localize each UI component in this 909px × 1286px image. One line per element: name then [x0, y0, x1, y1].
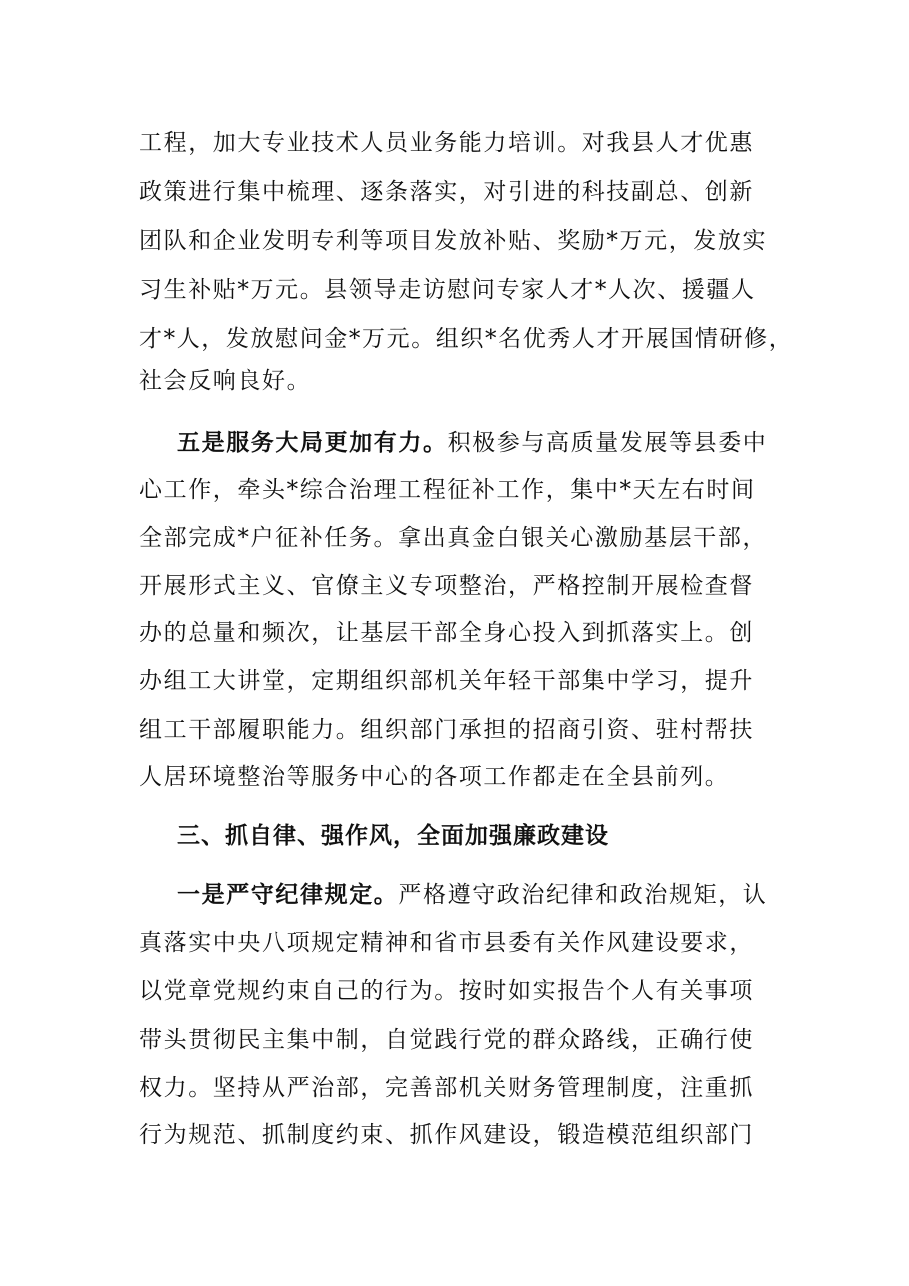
paragraph-3-line-1: [177, 880, 767, 910]
paragraph-2-line-6: 办组工大讲堂，定期组织部机关年轻干部集中学习，提升: [139, 668, 754, 694]
paragraph-1-line-3: 团队和企业发明专利等项目发放补贴、奖励*万元，发放实: [139, 228, 768, 254]
paragraph-2-line-3: 全部完成*户征补任务。拿出真金白银关心激励基层干部，: [139, 525, 768, 551]
paragraph-2-lead: 五是服务大局更加有力。: [177, 429, 448, 456]
paragraph-1-line-5: 才*人，发放慰问金*万元。组织*名优秀人才开展国情研修，: [139, 326, 794, 352]
paragraph-3-line-6: 行为规范、抓制度约束、抓作风建设，锻造模范组织部门: [139, 1122, 754, 1148]
paragraph-1-line-1: 工程，加大专业技术人员业务能力培训。对我县人才优惠: [139, 130, 754, 156]
paragraph-2-line-4: 开展形式主义、官僚主义专项整治，严格控制开展检查督: [139, 573, 754, 599]
paragraph-3-line-4: 带头贯彻民主集中制，自觉践行党的群众路线，正确行使: [139, 1027, 754, 1053]
paragraph-1-line-4: 习生补贴*万元。县领导走访慰问专家人才*人次、援疆人: [139, 277, 756, 303]
paragraph-2-line-1-text: 积极参与高质量发展等县委中: [447, 430, 768, 456]
paragraph-3-lead: 一是严守纪律规定。: [177, 881, 399, 908]
paragraph-3-line-5: 权力。坚持从严治部，完善部机关财务管理制度，注重抓: [139, 1075, 754, 1101]
paragraph-1-line-2: 政策进行集中梳理、逐条落实，对引进的科技副总、创新: [139, 179, 754, 205]
section-heading: 三、抓自律、强作风，全面加强廉政建设: [177, 823, 609, 849]
paragraph-3-line-2: 真落实中央八项规定精神和省市县委有关作风建设要求，: [139, 930, 754, 956]
paragraph-1-line-6: 社会反响良好。: [139, 368, 312, 394]
paragraph-2-line-1: [177, 428, 767, 458]
paragraph-2-line-7: 组工干部履职能力。组织部门承担的招商引资、驻村帮扶: [139, 717, 754, 743]
paragraph-2-line-8: 人居环境整治等服务中心的各项工作都走在全县前列。: [139, 764, 730, 790]
paragraph-3-line-1-text: 严格遵守政治纪律和政治规矩，认: [398, 882, 768, 908]
paragraph-2-line-2: 心工作，牵头*综合治理工程征补工作，集中*天左右时间: [139, 477, 756, 503]
paragraph-2-line-5: 办的总量和频次，让基层干部全身心投入到抓落实上。创: [139, 620, 754, 646]
paragraph-3-line-3: 以党章党规约束自己的行为。按时如实报告个人有关事项: [139, 978, 754, 1004]
